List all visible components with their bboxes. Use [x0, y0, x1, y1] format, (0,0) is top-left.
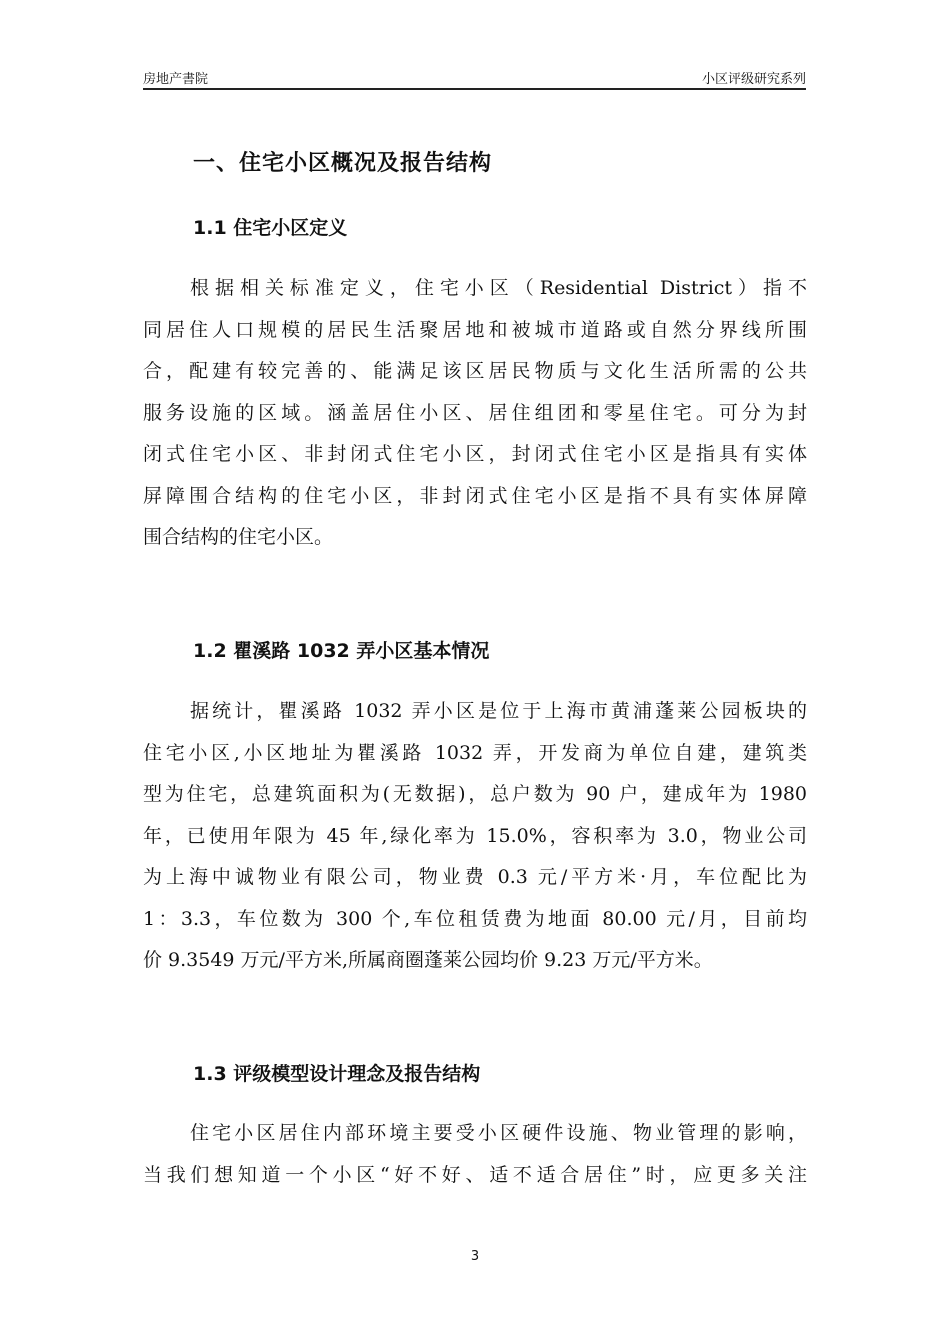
text-line: 年，已使用年限为 45 年,绿化率为 15.0%，容积率为 3.0，物业公司: [143, 824, 807, 847]
text-line: 当我们想知道一个小区“好不好、适不适合居住”时，应更多关注: [143, 1163, 807, 1186]
text-line: 合，配建有较完善的、能满足该区居民物质与文化生活所需的公共: [143, 360, 807, 382]
header-publisher: 房地产書院: [143, 72, 209, 87]
text-line: 屏障围合结构的住宅小区，非封闭式住宅小区是指不具有实体屏障: [143, 484, 807, 507]
header-series: 小区评级研究系列: [701, 72, 806, 87]
paragraph-definition: [143, 268, 807, 559]
text-line: 根据相关标准定义，住宅小区（Residential District）指不: [190, 277, 807, 299]
subsection-title-1-3: 1.3 评级模型设计理念及报告结构: [193, 1063, 481, 1085]
section-title: 一、住宅小区概况及报告结构: [193, 151, 493, 176]
subsection-title-1-2: 1.2 瞿溪路 1032 弄小区基本情况: [193, 640, 490, 662]
text-line: 价 9.3549 万元/平方米,所属商圈蓬莱公园均价 9.23 万元/平方米。: [143, 949, 713, 971]
subsection-title-1-1: 1.1 住宅小区定义: [193, 217, 348, 239]
text-line: 围合结构的住宅小区。: [143, 526, 334, 548]
text-line: 住宅小区,小区地址为瞿溪路 1032 弄，开发商为单位自建，建筑类: [143, 741, 807, 764]
page-number: 3: [470, 1249, 480, 1264]
paragraph-basic-info: [143, 691, 807, 982]
text-line: 型为住宅，总建筑面积为(无数据)，总户数为 90 户，建成年为 1980: [143, 783, 807, 805]
text-line: 1：3.3，车位数为 300 个,车位租赁费为地面 80.00 元/月，目前均: [143, 907, 807, 930]
page-header: [143, 66, 806, 90]
text-line: 据统计，瞿溪路 1032 弄小区是位于上海市黄浦蓬莱公园板块的: [190, 700, 807, 722]
text-line: 服务设施的区域。涵盖居住小区、居住组团和零星住宅。可分为封: [143, 401, 807, 424]
paragraph-model-design: [143, 1113, 807, 1196]
text-line: 住宅小区居住内部环境主要受小区硬件设施、物业管理的影响，: [190, 1122, 807, 1144]
text-line: 同居住人口规模的居民生活聚居地和被城市道路或自然分界线所围: [143, 318, 807, 341]
text-line: 闭式住宅小区、非封闭式住宅小区，封闭式住宅小区是指具有实体: [143, 443, 807, 465]
text-line: 为上海中诚物业有限公司，物业费 0.3 元/平方米·月，车位配比为: [143, 866, 807, 888]
